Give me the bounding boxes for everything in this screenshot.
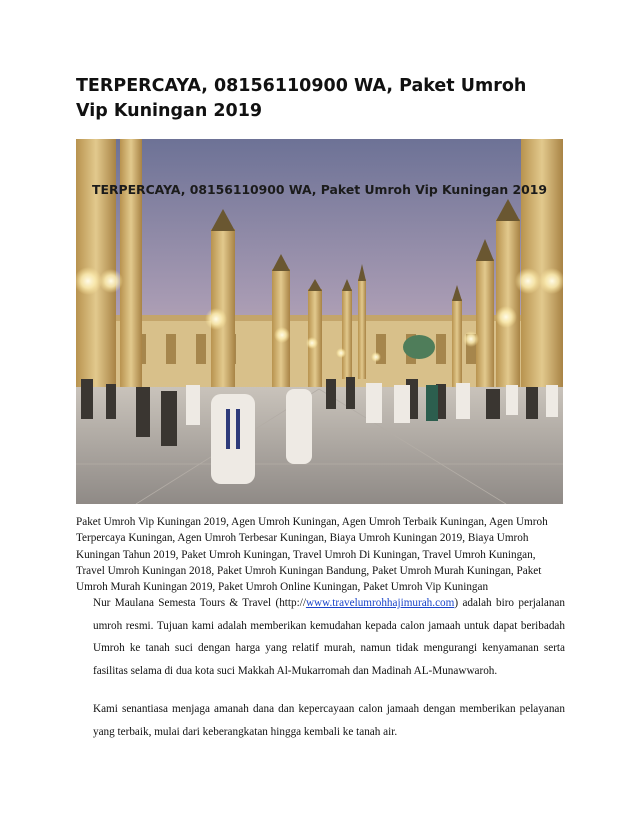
intro-text-before-link: Nur Maulana Semesta Tours & Travel (http:// [93,597,306,609]
mosque-photo [76,139,563,504]
keywords-text: Paket Umroh Vip Kuningan 2019, Agen Umroh Kuningan, Agen Umroh Terbaik Kuningan, Agen Umroh Terpercaya Kuningan, Agen Umroh Terbesar Kuningan, Biaya Umroh Kuningan 2019, Biaya Umroh Kuningan Tahun 2019, Paket Umroh Kuningan, Travel Umroh Di Kuningan, Travel Umroh Kuningan, Travel Umroh Kuningan 2018, Paket Umroh Kuningan Bandung, Paket Umroh Murah Kuningan, Paket Umroh Murah Kuningan 2019, Paket Umroh Online Kuningan, Paket Umroh Vip Kuningan [76,516,548,594]
commitment-paragraph: Kami senantiasa menjaga amanah dana dan kepercayaan calon jamaah dengan memberikan pelayanan yang terbaik, mulai dari keberangkatan hingga kembali ke tanah air. [93,703,565,738]
website-link[interactable]: www.travelumrohhajimurah.com [305,597,455,609]
intro-text-after-link: ) adalah biro perjalanan umroh resmi. Tujuan kami adalah memberikan kemudahan kepada calon jamaah untuk dapat beribadah Umroh ke tanah suci dengan harga yang relatif murah, namun tidak mengurangi kenyamanan serta fasilitas selama di dua kota suci Makkah Al-Mukarromah dan Madinah AL-Munawwaroh. [93,597,565,677]
intro-paragraph [93,592,565,682]
image-caption: TERPERCAYA, 08156110900 WA, Paket Umroh Vip Kuningan 2019 [92,182,547,197]
page-title: TERPERCAYA, 08156110900 WA, Paket Umroh Vip Kuningan 2019 [76,76,527,121]
